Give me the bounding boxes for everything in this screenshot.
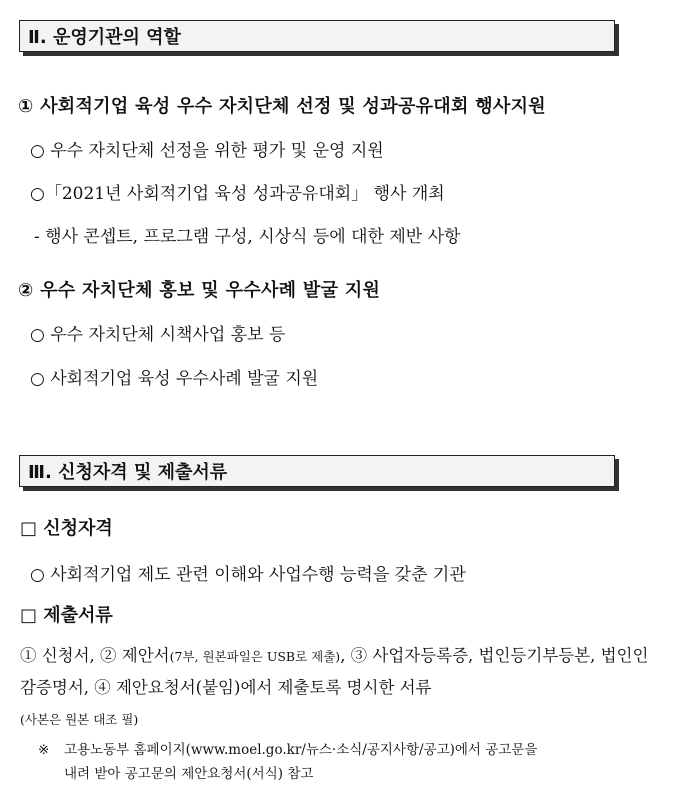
reference-mark: ※ [38, 742, 50, 758]
item-1-heading: ① 사회적기업 육성 우수 자치단체 선정 및 성과공유대회 행사지원 [18, 96, 546, 117]
reference-note-line-2: 내려 받아 공고문의 제안요청서(서식) 참고 [64, 766, 314, 782]
eligibility-heading: □ 신청자격 [20, 518, 113, 539]
item-2-bullet-2: ○ 사회적기업 육성 우수사례 발굴 지원 [30, 369, 319, 389]
section-3-title-box [19, 455, 615, 487]
item-1-dash-item: - 행사 콘셉트, 프로그램 구성, 시상식 등에 대한 제반 사항 [34, 227, 461, 247]
item-1-bullet-1: ○ 우수 자치단체 선정을 위한 평가 및 운영 지원 [30, 141, 384, 161]
reference-note-line-1: 고용노동부 홈페이지(www.moel.go.kr/뉴스·소식/공지사항/공고)에서 공고문을 [64, 742, 538, 758]
item-2-bullet-1: ○ 우수 자치단체 시책사업 홍보 등 [30, 325, 286, 345]
eligibility-bullet: ○ 사회적기업 제도 관련 이해와 사업수행 능력을 갖춘 기관 [30, 565, 466, 585]
documents-text-2: , ③ 사업자등록증, 법인등기부등본, 법인인감증명서, ④ 제안요청서(붙임)에서 제출토록 명시한 서류 [20, 646, 649, 697]
documents-paragraph [20, 640, 660, 735]
item-1-bullet-2: ○「2021년 사회적기업 육성 성과공유대회」 행사 개최 [30, 184, 445, 204]
item-2-heading: ② 우수 자치단체 홍보 및 우수사례 발굴 지원 [18, 280, 381, 301]
documents-heading: □ 제출서류 [20, 605, 113, 626]
reference-note [38, 738, 663, 786]
section-3-title: Ⅲ. 신청자격 및 제출서류 [28, 462, 228, 483]
section-2-title-box [19, 20, 615, 52]
documents-text-1: ① 신청서, ② 제안서 [20, 646, 170, 665]
documents-copies-note: (7부, 원본파일은 USB로 제출) [169, 649, 341, 664]
section-2-title: Ⅱ. 운영기관의 역할 [28, 27, 181, 48]
documents-copy-note: (사본은 원본 대조 필) [20, 712, 139, 727]
